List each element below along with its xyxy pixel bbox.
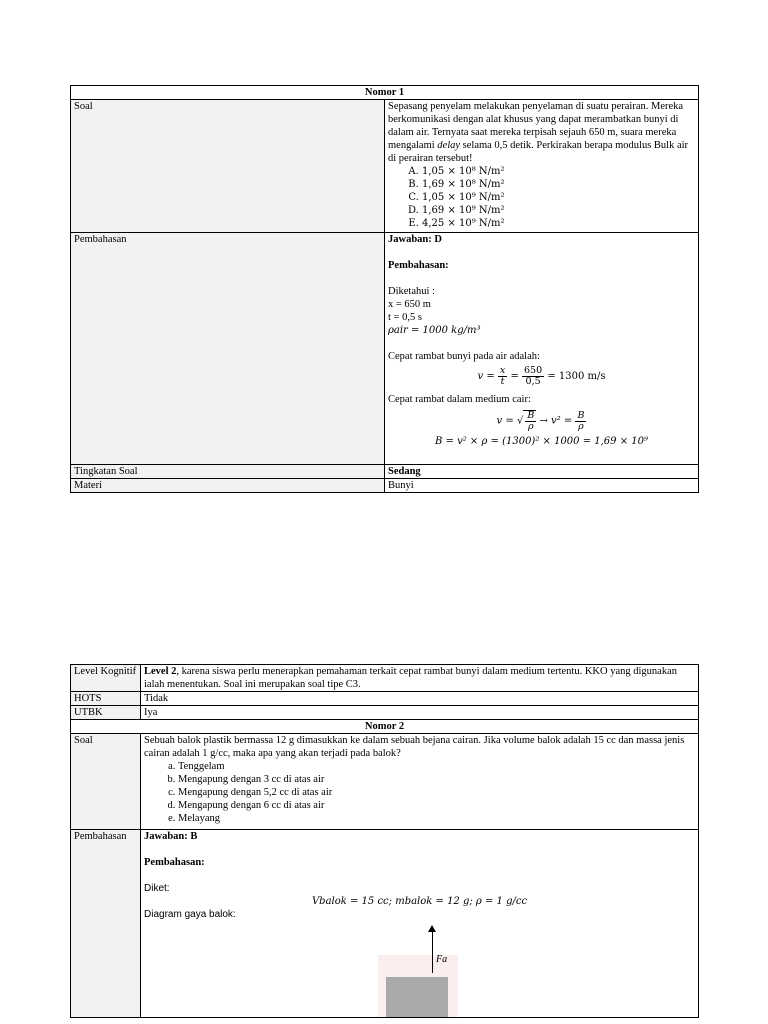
question-2-table <box>70 664 699 1018</box>
known-x: x = 650 m <box>388 299 431 310</box>
question-2-header: Nomor 2 <box>71 720 699 734</box>
equation-bulk: v = √ $\frac{B}{\rho}$ → v² = $\frac{B}{\rho}$ <box>496 409 585 432</box>
diagram-title: Diagram gaya balok: <box>144 909 236 920</box>
option-e: e. Melayang <box>178 812 695 825</box>
materi-value: Bunyi <box>385 479 699 493</box>
option-b: b. Mengapung dengan 3 cc di atas air <box>178 773 695 786</box>
known-rho: ρair = 1000 kg/m³ <box>388 325 481 336</box>
known-t: t = 0,5 s <box>388 312 422 323</box>
solution-2-title: Pembahasan: <box>144 857 205 868</box>
question-2-text: Sebuah balok plastik bermassa 12 g dimasukkan ke dalam sebuah bejana cairan. Jika volume balok adalah 15 cc dan massa jenis cairan adalah 1 g/cc, maka apa yang akan terjadi pada balok? <box>144 735 685 759</box>
speed-liquid-text: Cepat rambat dalam medium cair: <box>388 394 531 405</box>
question-1-table <box>70 85 699 493</box>
hots-label: HOTS <box>71 692 141 706</box>
utbk-value: Iya <box>141 706 699 720</box>
option-c: c. Mengapung dengan 5,2 cc di atas air <box>178 786 695 799</box>
soal-label: Soal <box>71 734 141 830</box>
speed-sound-text: Cepat rambat bunyi pada air adalah: <box>388 351 540 362</box>
option-d: d. Mengapung dengan 6 cc di atas air <box>178 799 695 812</box>
question-1-text: Sepasang penyelam melakukan penyelaman di suatu perairan. Mereka berkomunikasi dengan alat khusus yang dapat merambatkan bunyi di dalam air. Ternyata saat mereka terpisah sejauh 650 m, suara mereka mengalami delay selama 0,5 detik. Perkirakan berapa modulus Bulk air di perairan tersebut! <box>388 101 689 164</box>
option-d: D. 1,69 × 10⁹ N/m² <box>422 204 695 217</box>
tingkatan-label: Tingkatan Soal <box>71 465 385 479</box>
solution-2-body <box>141 830 699 1018</box>
materi-label: Materi <box>71 479 385 493</box>
buoyancy-arrow <box>432 929 433 973</box>
pembahasan-label: Pembahasan <box>71 233 385 465</box>
option-b: B. 1,69 × 10⁸ N/m² <box>422 178 695 191</box>
level-label: Level Kognitif <box>71 665 141 692</box>
question-1-body <box>385 100 699 233</box>
option-c: C. 1,05 × 10⁹ N/m² <box>422 191 695 204</box>
diket-equation: Vbalok = 15 cc; mbalok = 12 g; ρ = 1 g/cc <box>311 896 528 907</box>
option-e: E. 4,25 × 10⁹ N/m² <box>422 217 695 230</box>
question-1-header: Nomor 1 <box>71 86 699 100</box>
level-value: Level 2, karena siswa perlu menerapkan pemahaman terkait cepat rambat bunyi dalam medium tertentu. KKO yang digunakan ialah menentukan. Soal ini merupakan soal tipe C3. <box>141 665 699 692</box>
diket-title: Diket: <box>144 883 170 894</box>
answer-2: Jawaban: B <box>144 831 198 842</box>
answer-1: Jawaban: D <box>388 234 442 245</box>
pembahasan-label: Pembahasan <box>71 830 141 1018</box>
question-2-body <box>141 734 699 830</box>
utbk-label: UTBK <box>71 706 141 720</box>
tingkatan-value: Sedang <box>385 465 699 479</box>
block-shape <box>386 977 448 1017</box>
option-a: a. Tenggelam <box>178 760 695 773</box>
force-diagram <box>144 921 695 1017</box>
solution-1-body <box>385 233 699 465</box>
question-1-options <box>388 165 695 230</box>
option-a: A. 1,05 × 10⁸ N/m² <box>422 165 695 178</box>
equation-result: B = v² × ρ = (1300)² × 1000 = 1,69 × 10⁹ <box>434 436 648 447</box>
known-title: Diketahui : <box>388 286 435 297</box>
solution-1-title: Pembahasan: <box>388 260 449 271</box>
buoyancy-force-label: Fa <box>436 954 448 965</box>
equation-speed: v = $\frac{x}{t}$ = $\frac{650}{0,5}$ = 1300 m/s <box>477 365 606 387</box>
question-2-options <box>144 760 695 825</box>
soal-label: Soal <box>71 100 385 233</box>
hots-value: Tidak <box>141 692 699 706</box>
